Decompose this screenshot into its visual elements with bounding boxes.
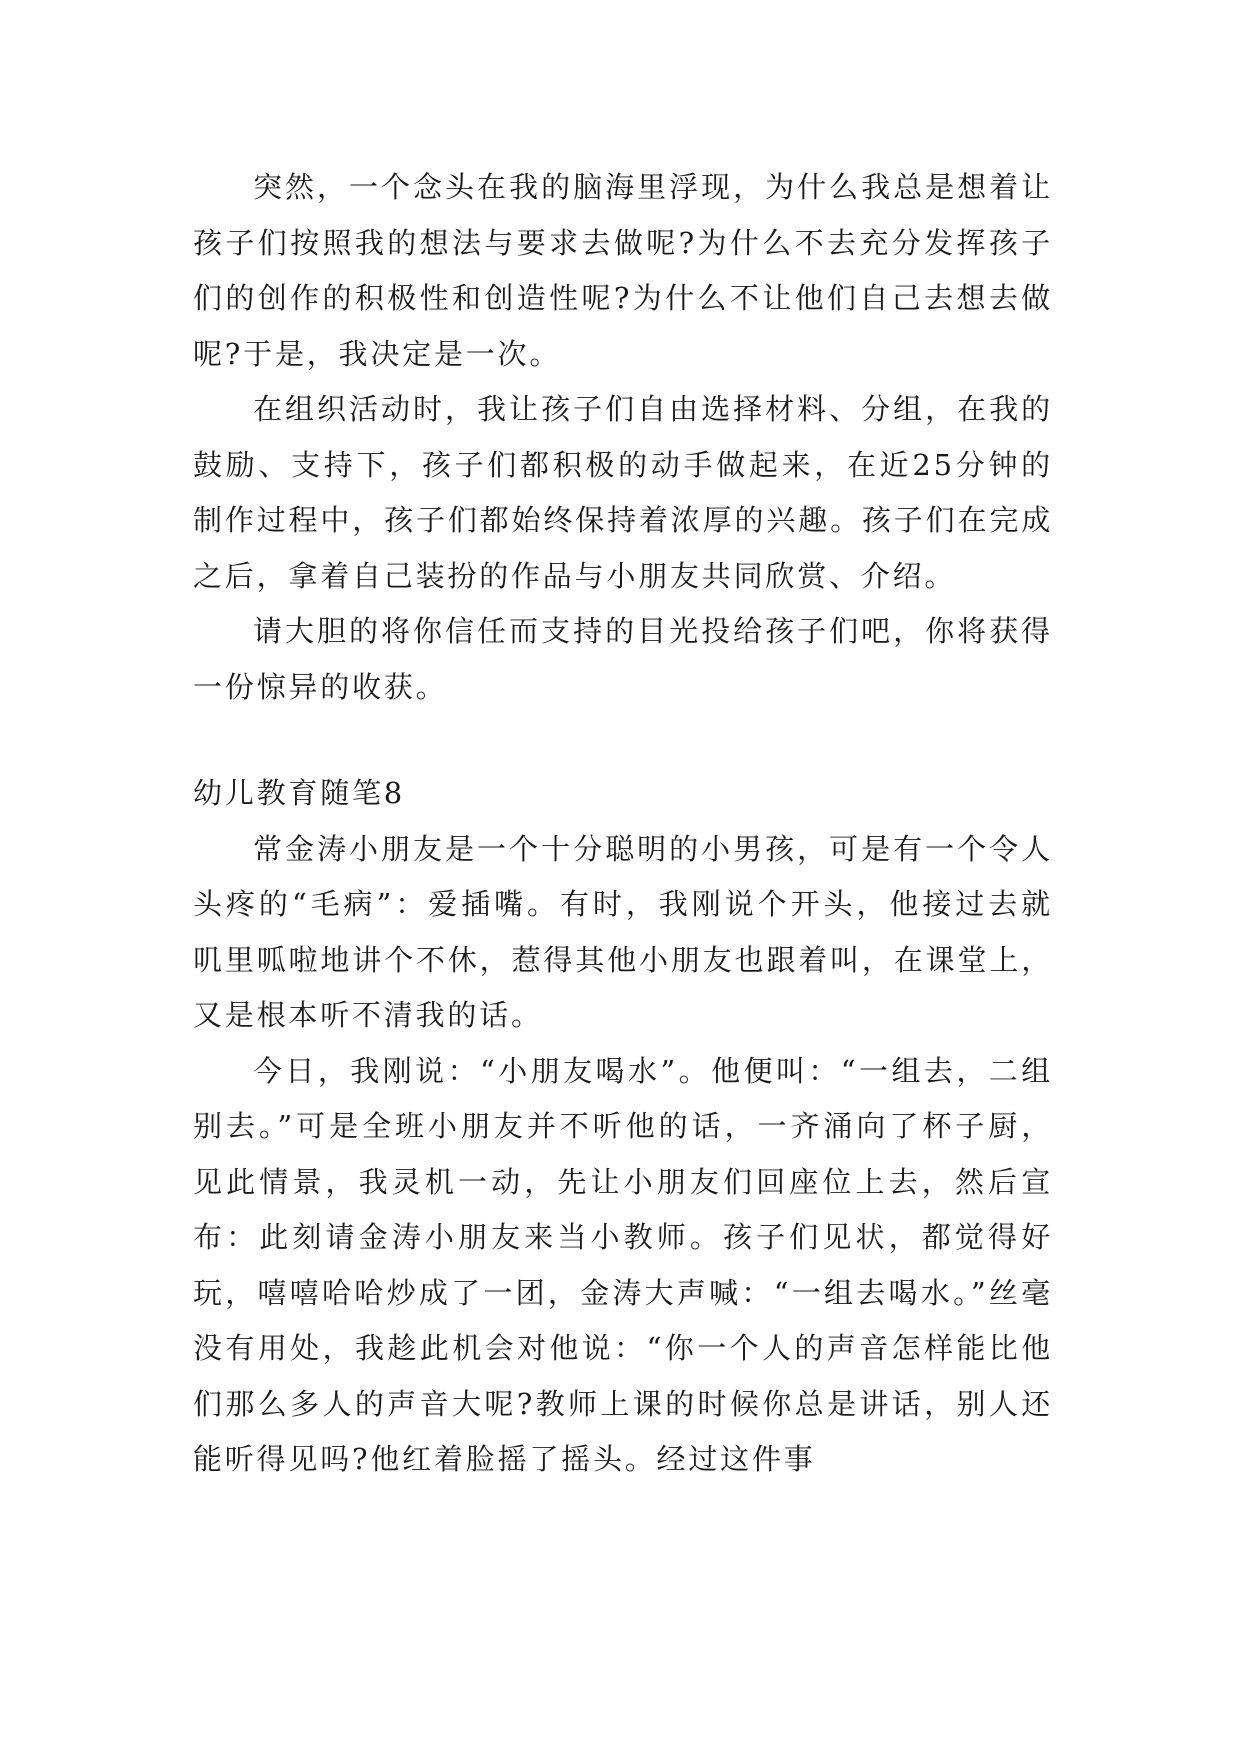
paragraph-drinking-water: 今日，我刚说：“小朋友喝水”。他便叫：“一组去，二组别去。”可是全班小朋友并不听他的话，一齐涌向了杯子厨，见此情景，我灵机一动，先让小朋友们回座位上去，然后宣布：此刻请金涛小朋友来当小教师。孩子们见状，都觉得好玩，嘻嘻哈哈炒成了一团，金涛大声喊：“一组去喝水。”丝毫没有用处，我趁此机会对他说：“你一个人的声音怎样能比他们那么多人的声音大呢?教师上课的时候你总是讲话，别人还能听得见吗?他红着脸摇了摇头。经过这件事 [193,1053,1053,1476]
section-heading: 幼儿教育随笔8 [193,776,406,810]
paragraph-organize-activity: 在组织活动时，我让孩子们自由选择材料、分组，在我的鼓励、支持下，孩子们都积极的动手做起来，在近25分钟的制作过程中，孩子们都始终保持着浓厚的兴趣。孩子们在完成之后，拿着自己装扮的作品与小朋友共同欣赏、介绍。 [193,392,1053,593]
document-body [193,160,1053,1488]
paragraph-trust-children: 请大胆的将你信任而支持的目光投给孩子们吧，你将获得一份惊异的收获。 [193,614,1053,704]
paragraph-jintao-intro: 常金涛小朋友是一个十分聪明的小男孩，可是有一个令人头疼的“毛病”：爱插嘴。有时，我刚说个开头，他接过去就叽里呱啦地讲个不休，惹得其他小朋友也跟着叫，在课堂上，又是根本听不清我的话。 [193,831,1053,1032]
paragraph-sudden-thought: 突然，一个念头在我的脑海里浮现，为什么我总是想着让孩子们按照我的想法与要求去做呢?为什么不去充分发挥孩子们的创作的积极性和创造性呢?为什么不让他们自己去想去做呢?于是，我决定是一次。 [193,170,1053,371]
